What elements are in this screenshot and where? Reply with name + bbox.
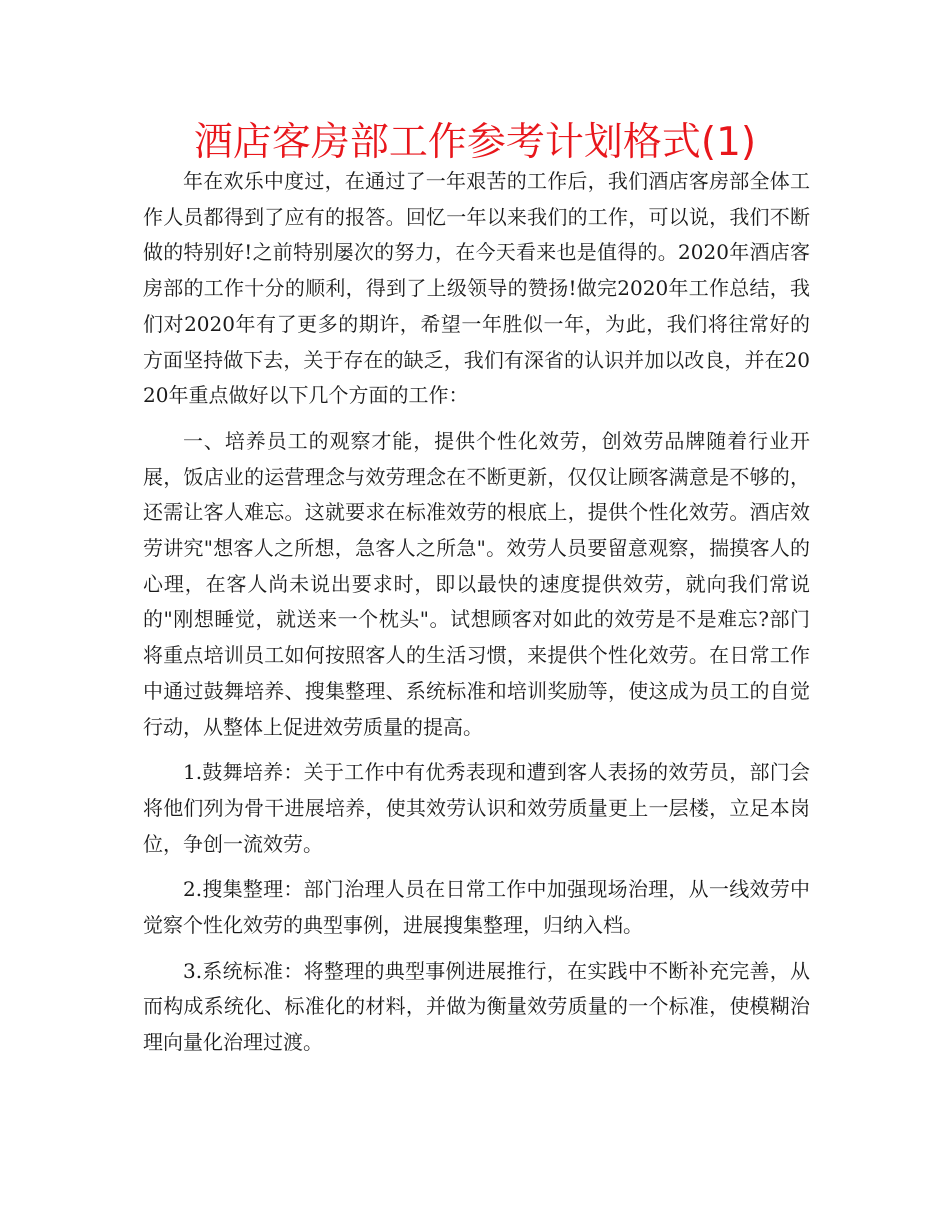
paragraph-item-1: 1.鼓舞培养：关于工作中有优秀表现和遭到客人表扬的效劳员，部门会将他们列为骨干进展培养，使其效劳认识和效劳质量更上一层楼，立足本岗位，争创一流效劳。 <box>143 760 810 856</box>
paragraph-intro: 年在欢乐中度过，在通过了一年艰苦的工作后，我们酒店客房部全体工作人员都得到了应有的报答。回忆一年以来我们的工作，可以说，我们不断做的特别好!之前特别屡次的努力，在今天看来也是值得的。2020年酒店客房部的工作十分的顺利，得到了上级领导的赞扬!做完2020年工作总结，我们对2020年有了更多的期许，希望一年胜似一年，为此，我们将往常好的方面坚持做下去，关于存在的缺乏，我们有深省的认识并加以改良，并在2020年重点做好以下几个方面的工作： <box>143 169 810 408</box>
paragraph-item-2: 2.搜集整理：部门治理人员在日常工作中加强现场治理，从一线效劳中觉察个性化效劳的典型事例，进展搜集整理，归纳入档。 <box>143 877 810 938</box>
paragraph-item-3: 3.系统标准：将整理的典型事例进展推行，在实践中不断补充完善，从而构成系统化、标准化的材料，并做为衡量效劳质量的一个标准，使模糊治理向量化治理过渡。 <box>143 958 810 1055</box>
paragraph-section-one: 一、培养员工的观察才能，提供个性化效劳，创效劳品牌随着行业开展，饭店业的运营理念与效劳理念在不断更新，仅仅让顾客满意是不够的，还需让客人难忘。这就要求在标准效劳的根底上，提供个性化效劳。酒店效劳讲究"想客人之所想，急客人之所急"。效劳人员要留意观察，揣摸客人的心理，在客人尚未说出要求时，即以最快的速度提供效劳，就向我们常说的"刚想睡觉，就送来一个枕头"。试想顾客对如此的效劳是不是难忘?部门将重点培训员工如何按照客人的生活习惯，来提供个性化效劳。在日常工作中通过鼓舞培养、搜集整理、系统标准和培训奖励等，使这成为员工的自觉行动，从整体上促进效劳质量的提高。 <box>143 428 810 739</box>
document-title: 酒店客房部工作参考计划格式(1) <box>193 120 757 165</box>
document-body <box>143 164 810 1061</box>
